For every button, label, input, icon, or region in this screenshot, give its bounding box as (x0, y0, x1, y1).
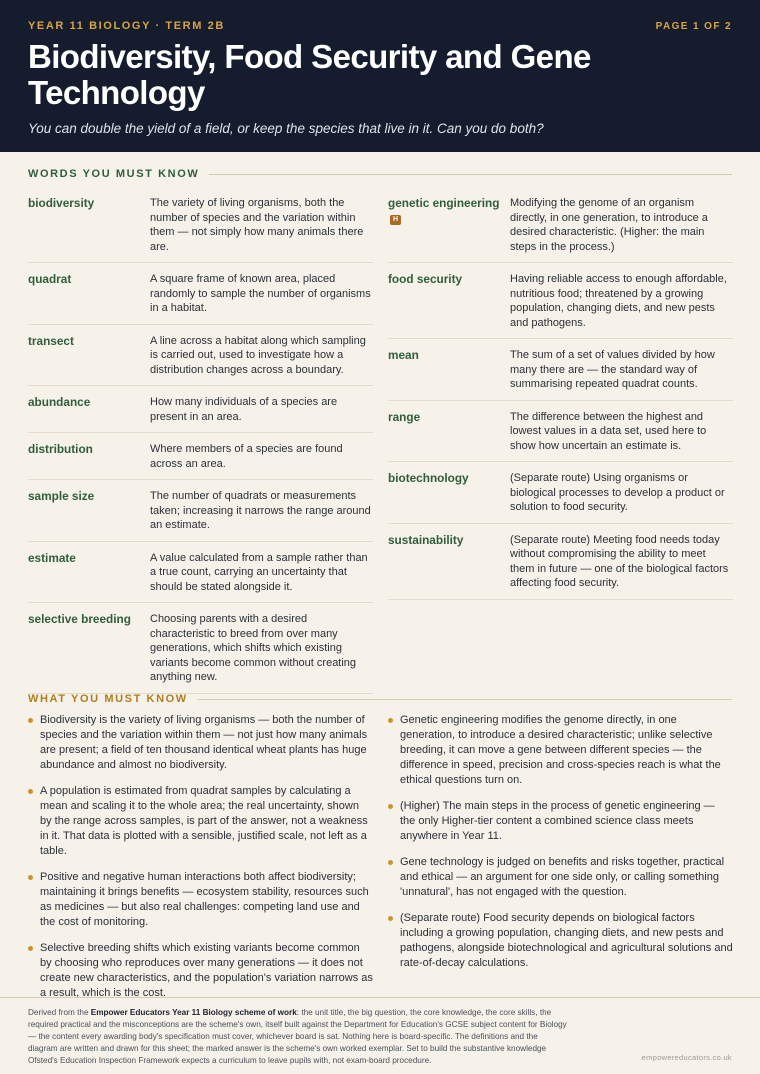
glossary-term (388, 196, 510, 254)
knowledge-text: Gene technology is judged on benefits and risks together, practical and ethical — an argument for one side only, or calling something 'unnatural', has not engaged with the question. (400, 856, 725, 898)
glossary-term: biotechnology (388, 471, 469, 485)
bullet-icon (28, 789, 33, 794)
knowledge-point (388, 855, 733, 900)
knowledge-right-column (388, 713, 733, 982)
glossary-term-text: genetic engineering (388, 196, 500, 210)
glossary-definition: A square frame of known area, placed randomly to sample the number of organisms in a habitat. (150, 273, 371, 314)
glossary-term: sample size (28, 489, 95, 503)
glossary-term: distribution (28, 442, 93, 456)
knowledge-left-column (28, 713, 373, 1012)
glossary-definition: How many individuals of a species are present in an area. (150, 396, 338, 423)
knowledge-heading-label: WHAT YOU MUST KNOW (28, 693, 188, 705)
glossary-definition: The variety of living organisms, both the number of species and the variation within them — not simply how many animals there are. (150, 197, 364, 253)
glossary-definition: The difference between the highest and lowest values in a data set, used here to show how uncertain an estimate is. (510, 410, 707, 452)
glossary-term: mean (388, 348, 419, 362)
knowledge-point (388, 799, 733, 844)
knowledge-point (388, 911, 733, 971)
page-title: Biodiversity, Food Security and Gene Technology (28, 38, 591, 111)
glossary-term: biodiversity (28, 196, 95, 210)
knowledge-text: Positive and negative human interactions both affect biodiversity; maintaining it brings benefits — ecosystem stability, resources such as medicines — but also real challenges: competing land use and the cost of monitoring. (40, 871, 369, 928)
glossary-section-heading (28, 168, 732, 180)
glossary-definition: A value calculated from a sample rather than a true count, carrying an uncertainty that should be stated alongside it. (150, 551, 368, 593)
higher-tier-badge: H (390, 215, 401, 225)
glossary-definition: The number of quadrats or measurements taken; increasing it narrows the range around an estimate. (150, 490, 371, 531)
bullet-icon (28, 946, 33, 951)
page-number: PAGE 1 OF 2 (655, 21, 732, 32)
bullet-icon (28, 875, 33, 880)
bullet-icon (388, 804, 393, 809)
glossary-entry (388, 533, 733, 600)
knowledge-point (28, 713, 373, 773)
glossary-term: transect (28, 333, 74, 348)
page-header (0, 0, 760, 152)
knowledge-point (28, 784, 373, 859)
glossary-definition: Modifying the genome of an organism directly, in one generation, to introduce a desired characteristic. (Higher: the main steps in the process.) (510, 197, 708, 253)
glossary-term: food security (388, 272, 463, 286)
glossary-entry (28, 489, 373, 542)
big-question: You can double the yield of a field, or keep the species that live in it. Can you do both? (28, 121, 544, 136)
knowledge-text: A population is estimated from quadrat samples by calculating a mean and scaling it to the whole area; the real uncertainty, shown by the range across samples, is part of the answer, not a weakness in it. That data is plotted with a sensible, justified scale, not left as a table. (40, 785, 368, 857)
course-kicker: YEAR 11 BIOLOGY · TERM 2B (28, 20, 225, 32)
glossary-definition: Choosing parents with a desired characteristic to breed from over many generations, which shifts which existing variants become common without creating anything new. (150, 613, 357, 683)
glossary-definition: The sum of a set of values divided by how many there are — the standard way of summarising repeated quadrat counts. (510, 349, 715, 390)
glossary-definition: A line across a habitat along which sampling is carried out, used to investigate how a distribution changes across a boundary. (150, 334, 366, 376)
section-divider (198, 699, 732, 700)
glossary-entry (388, 196, 733, 263)
knowledge-text: (Higher) The main steps in the process of genetic engineering — the only Higher-tier content a combined science class meets anywhere in Year 11. (400, 800, 715, 842)
site-url: empowereducators.co.uk (641, 1053, 732, 1062)
knowledge-text: (Separate route) Food security depends on biological factors including a growing population, changing diets, and new pests and pathogens, alongside biotechnological and agricultural solutions and rate-of-decay calculations. (400, 912, 733, 969)
source-note (28, 1007, 568, 1067)
section-divider (209, 174, 732, 175)
glossary-entry (28, 551, 373, 604)
glossary-term: sustainability (388, 532, 464, 547)
glossary-entry (388, 471, 733, 524)
bullet-icon (388, 860, 393, 865)
glossary-entry (28, 196, 373, 263)
bullet-icon (388, 916, 393, 921)
glossary-entry (28, 272, 373, 325)
knowledge-text: Genetic engineering modifies the genome directly, in one generation, to introduce a desired characteristic; unlike selective breeding, it can move a gene between different species — the difference in speed, precision and cross-species reach is what the ethical questions turn on. (400, 714, 721, 786)
bullet-icon (388, 718, 393, 723)
glossary-definition: (Separate route) Using organisms or biological processes to develop a product or solution to food security. (510, 472, 725, 513)
bullet-icon (28, 718, 33, 723)
glossary-entry (388, 410, 733, 463)
glossary-term: range (388, 409, 421, 424)
glossary-definition: (Separate route) Meeting food needs today without compromising the ability to meet them in future — one of the biological factors affecting food security. (510, 533, 729, 589)
knowledge-text: Selective breeding shifts which existing variants become common by choosing who reproduces over many generations — it does not create new characteristics, and the population's variation narrows as a result, which is the cost. (40, 942, 373, 999)
knowledge-point (28, 870, 373, 930)
source-body: : the unit title, the big question, the core knowledge, the core skills, the required practical and the misconceptions are the scheme's own, itself built against the Department for Education's GCSE subject content for Biology — the content every awarding body's specification must cover, whichever board is sat. Nothing here is board-specific. The definitions and the diagram are written and drawn for this sheet; the marked answer is the scheme's own worked exemplar. Set to build the substantive knowledge Ofsted's Education Inspection Framework expects a curriculum to leave pupils with, not exam-board procedure. (28, 1008, 567, 1065)
glossary-entry (28, 612, 373, 694)
source-prefix: Derived from the (28, 1008, 91, 1017)
glossary-entry (388, 348, 733, 401)
knowledge-text: Biodiversity is the variety of living organisms — both the number of species and the variation within them — not just how many animals are present; a field of ten thousand identical wheat plants has huge abundance and almost no biodiversity. (40, 714, 368, 771)
glossary-entry (28, 334, 373, 387)
glossary-right-column (388, 196, 733, 609)
knowledge-point (388, 713, 733, 788)
glossary-definition: Where members of a species are found across an area. (150, 443, 343, 470)
glossary-entry (388, 272, 733, 339)
glossary-definition: Having reliable access to enough affordable, nutritious food; threatened by a growing population, changing diets, and new pests and pathogens. (510, 273, 727, 329)
source-title: Empower Educators Year 11 Biology scheme of work (90, 1008, 297, 1017)
glossary-left-column (28, 196, 373, 703)
glossary-heading-label: WORDS YOU MUST KNOW (28, 168, 200, 180)
knowledge-point (28, 941, 373, 1001)
glossary-term: selective breeding (28, 612, 131, 626)
glossary-term: quadrat (28, 272, 72, 286)
page-footer (0, 997, 760, 1074)
glossary-term: abundance (28, 395, 91, 409)
knowledge-section-heading (28, 693, 732, 705)
glossary-entry (28, 395, 373, 433)
glossary-term: estimate (28, 550, 76, 565)
glossary-entry (28, 442, 373, 480)
